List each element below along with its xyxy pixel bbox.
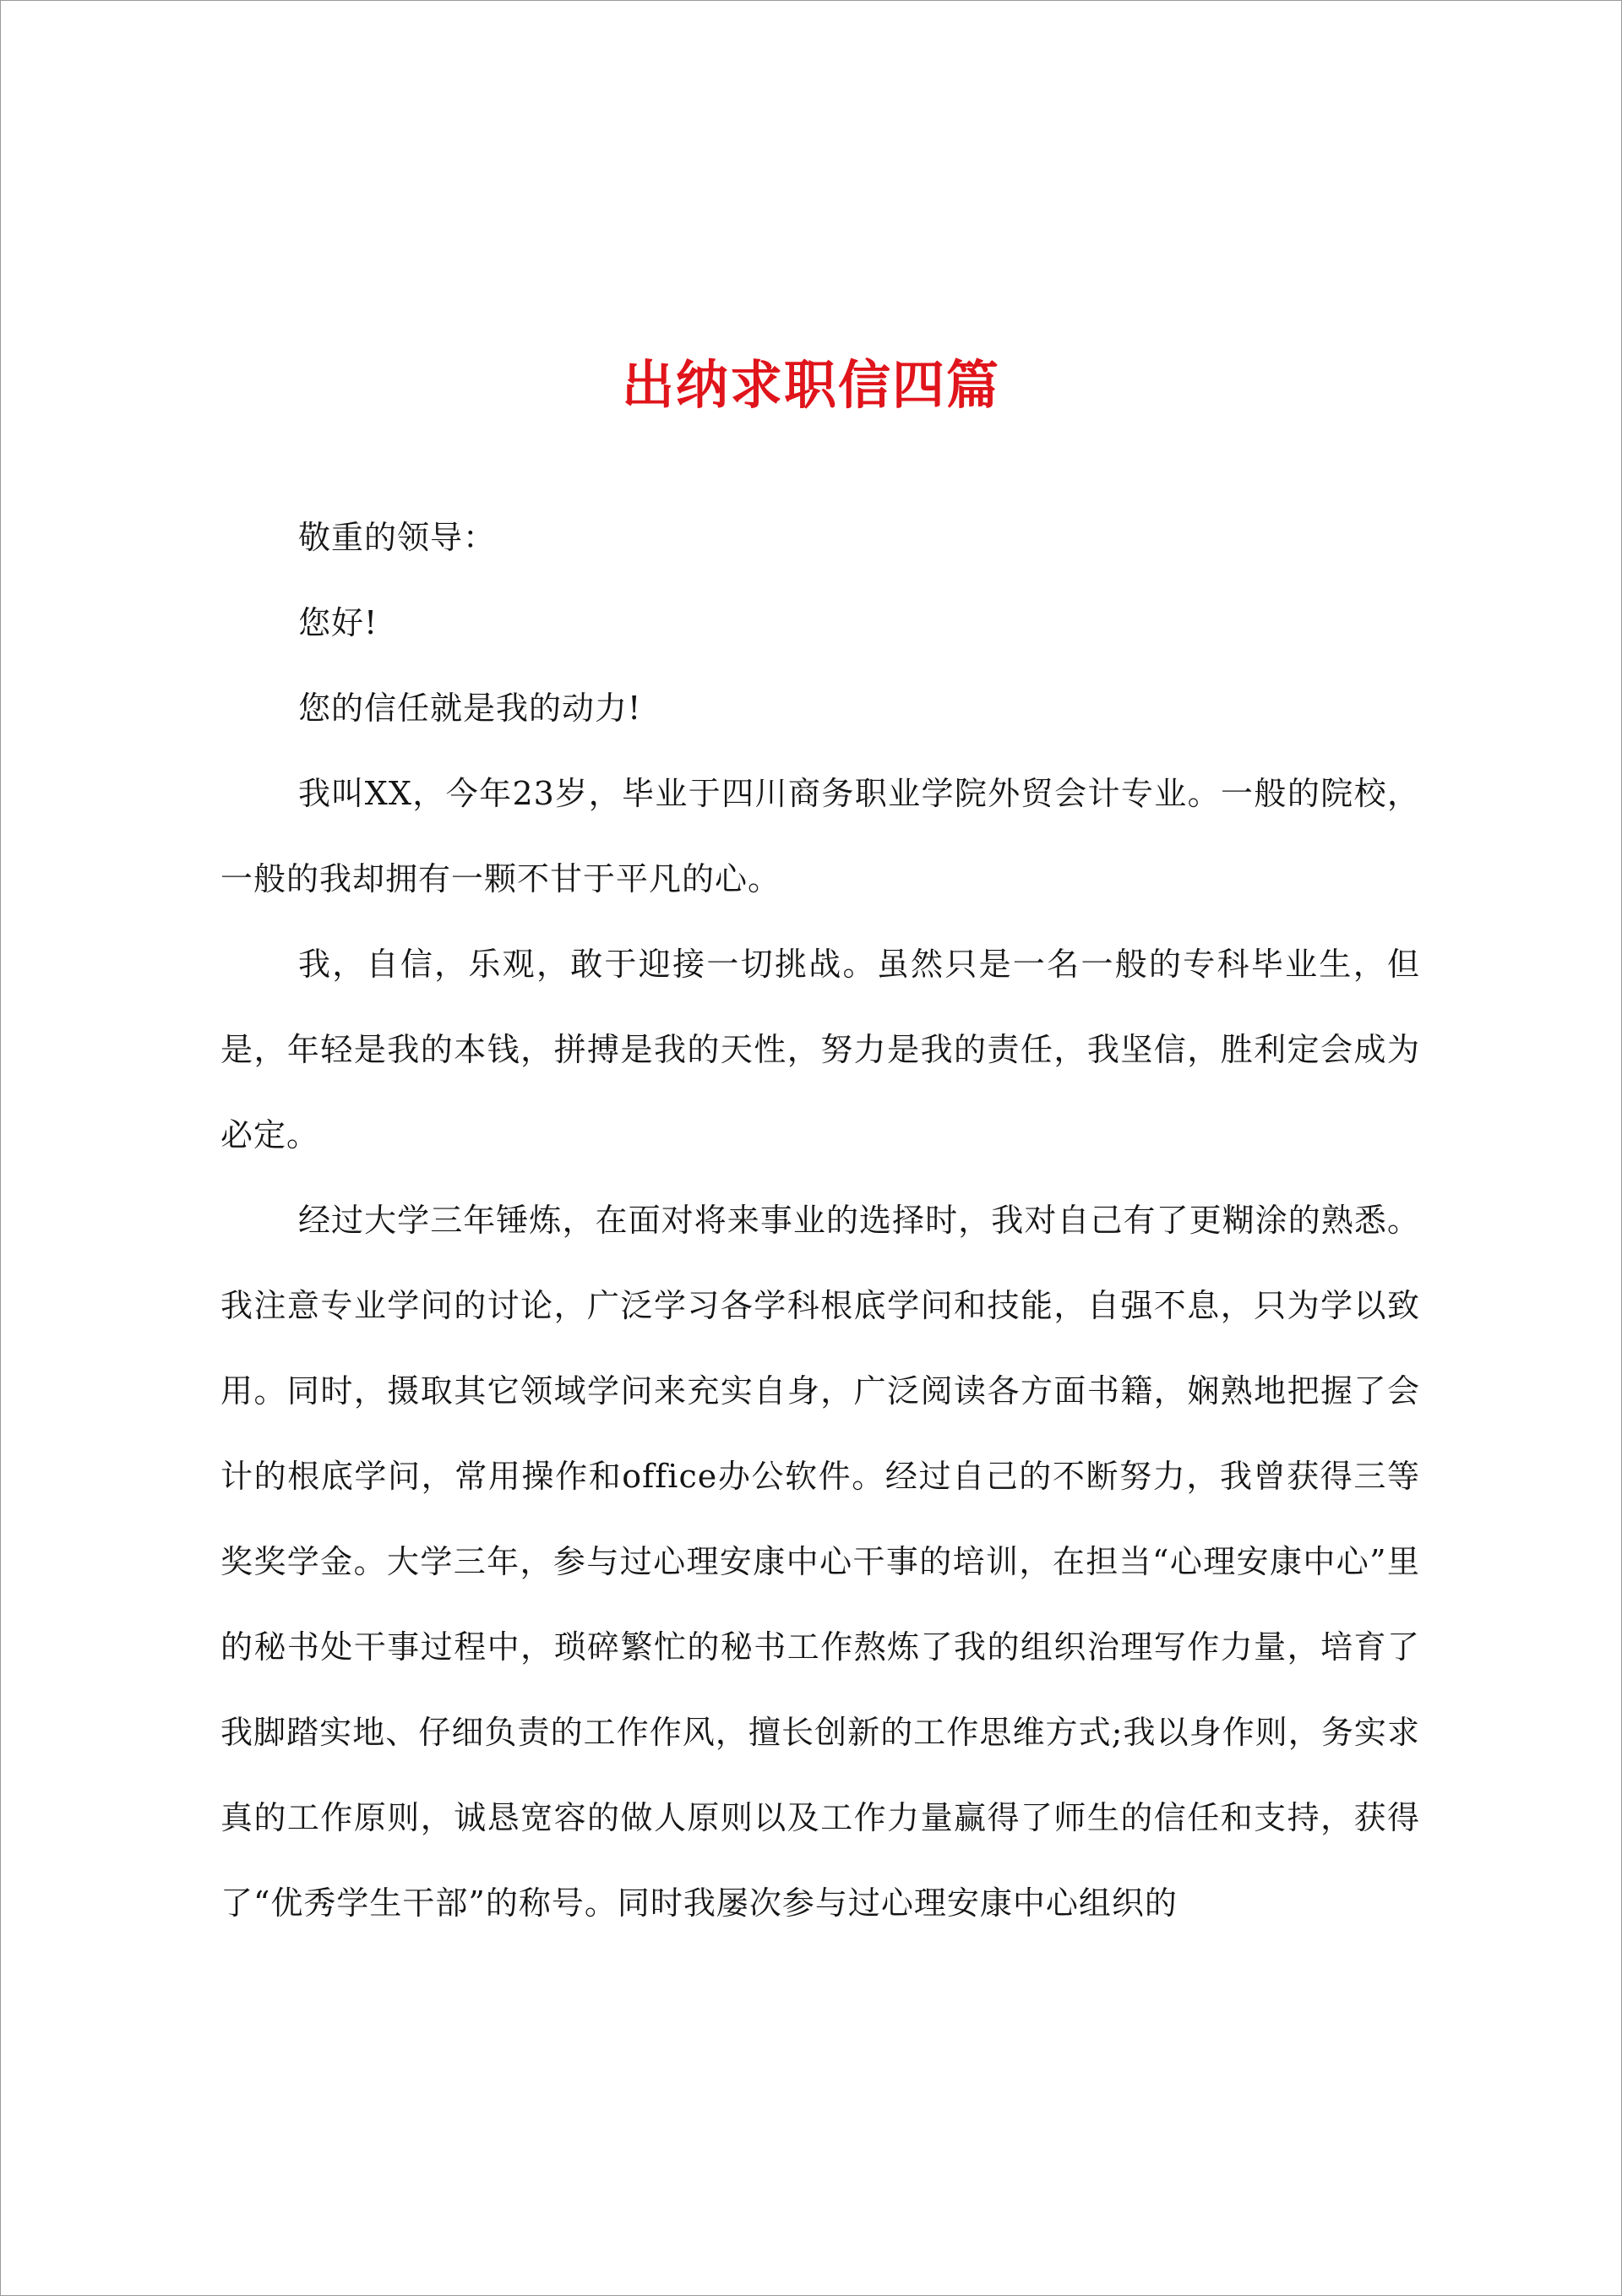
greeting: 您好! xyxy=(298,604,378,641)
body-paragraph: 我叫XX，今年23岁，毕业于四川商务职业学院外贸会计专业。一般的院校，一般的我却拥有一颗不甘于平凡的心。 xyxy=(220,775,1420,897)
body-paragraph: 经过大学三年锤炼，在面对将来事业的选择时，我对自己有了更糊涂的熟悉。我注意专业学问的讨论，广泛学习各学科根底学问和技能，自强不息，只为学以致用。同时，摄取其它领域学问来充实自身，广泛阅读各方面书籍，娴熟地把握了会计的根底学问，常用操作和office办公软件。经过自己的不断努力，我曾获得三等奖奖学金。大学三年，参与过心理安康中心干事的培训，在担当“心理安康中心”里的秘书处干事过程中，琐碎繁忙的秘书工作熬炼了我的组织治理写作力量，培育了我脚踏实地、仔细负责的工作作风，擅长创新的工作思维方式;我以身作则，务实求真的工作原则，诚恳宽容的做人原则以及工作力量赢得了师生的信任和支持，获得了“优秀学生干部”的称号。同时我屡次参与过心理安康中心组织的 xyxy=(220,1202,1420,1922)
document-title: 出纳求职信四篇 xyxy=(621,354,1000,416)
body-paragraph: 您的信任就是我的动力! xyxy=(298,690,642,727)
body-paragraph: 我，自信，乐观，敢于迎接一切挑战。虽然只是一名一般的专科毕业生，但是，年轻是我的本钱，拼搏是我的天性，努力是我的责任，我坚信，胜利定会成为必定。 xyxy=(220,946,1420,1153)
salutation: 敬重的领导： xyxy=(298,519,497,556)
document-body xyxy=(220,495,1420,1946)
